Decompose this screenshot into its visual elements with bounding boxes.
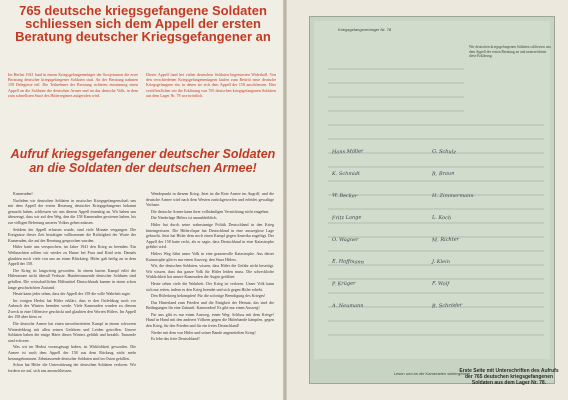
signature: H. Zimmermann xyxy=(432,193,474,199)
body-paragraph: Nieder mit dem von Hitler und seiner Bande angezettelten Krieg! xyxy=(151,329,256,335)
body-paragraph: Hitler hat durch seine wahnsinnige Politik Deutschland in den Krieg hineingerissen. Die Hitlerclique hat Deutschland in eine ausweglose Lage gebracht. Jetzt hat Hitler dem noch einen Kampf gegen Amerika zugefügt. Der Appell der 158 hatte recht, als er sagte, dass Deutschland in eine Katastrophe geführt wird. xyxy=(146,221,274,250)
signature: O. Wagner xyxy=(332,237,359,243)
body-column-left xyxy=(8,191,136,374)
signature-document-photo xyxy=(309,16,555,384)
body-paragraph: Heute kann jeder sehen, dass der Appell der 158 die volle Wahrheit sagte. xyxy=(13,291,131,297)
intro-paragraph: Im Herbst 1941 fand in einem Kriegsgefangenenlager der Sowjetunion die erste Beratung deutscher kriegsgefangener Soldaten statt. An der Beratung nahmen 158 Delegierte teil. Die Teilnehmer der Beratung richteten einstimmig einen Appell an die Soldaten der deutschen Armee und an das deutsche Volk, in dem zum schnellsten Sturz des Hitlerregimes aufgerufen wird. xyxy=(8,72,138,98)
signature: F. Wolf xyxy=(431,280,450,288)
document-paper xyxy=(314,21,550,359)
body-paragraph: Den Hitlerkrieg bekämpfen! Für die sofortige Beendigung des Krieges! xyxy=(151,293,266,299)
body-paragraph: Hitler hatte uns versprochen, im Jahre 1941 den Krieg zu beenden. Ein Weihnachten sollten wir wieder zu Hause bei Frau und Kind sein. Damals glaubten noch viele von uns an einen Blitzkrieg. Hitler gab heilig an in dem Appell der 158. xyxy=(8,244,136,267)
body-paragraph: Es lebe das freie Deutschland! xyxy=(151,336,200,342)
signature: Fritz Lange xyxy=(331,214,362,222)
signature: R. Braun xyxy=(431,170,455,178)
page-title: 765 deutsche kriegsgefangene Soldaten schliessen sich dem Appell der ersten Beratung deutscher Kriegsgefangener an xyxy=(15,3,271,44)
signature: W. Becker xyxy=(331,192,358,200)
body-paragraph: Schon hat Hitler die Unterstützung der deutschen Soldaten verloren. Wir fordern sie auf, sich uns anzuschliessen. xyxy=(8,362,136,373)
signature: E. Hoffmann xyxy=(331,258,365,266)
signature: J. Klein xyxy=(432,259,450,265)
left-page xyxy=(0,0,283,400)
body-paragraph: Der Krieg ist langwierig geworden. In einem harten Kampf erlitt die Hitlerarmee nicht überall Verluste. Hunderttausende deutscher Soldaten sind gefallen. Die wirtschaftlichen Hilfsmittel Deutschlands kamen in einen schon lange geschwächten Zustand. xyxy=(8,267,136,290)
body-paragraph: Wendepunkt in diesem Krieg. Jetzt ist die Rote Armee im Angriff, und die deutsche Armee wird nach dem Westen zurückgeworfen und erleidet gewaltige Verluste. xyxy=(146,191,274,208)
body-paragraph: Die Niederlage Hitlers ist unausbleiblich. xyxy=(151,215,218,221)
signature: L. Koch xyxy=(431,214,452,222)
body-column-right xyxy=(146,191,274,343)
signature: K. Schmidt xyxy=(332,171,360,177)
intro-paragraph: Dieser Appell fand bei vielen deutschen Soldaten begeisterten Widerhall. Von den verschiedenen Kriegsgefangenenlagern laufen zum Beitritt neue deutsche Kriegsgefangene ein, in denen sie sich dem Appell der 158 anschliessen. Hier veröffentlichen wir die Erklärung von 765 deutschen kriegsgefangenen Soldaten aus dem Lager Nr. 78 wortwörtlich. xyxy=(146,72,276,98)
signature: G. Schulz xyxy=(431,148,457,156)
body-paragraph: Im vorigen Herbst hat Hitler erklärt, dass er den Ostfeldzug noch vor Anbruch des Winters beenden werde. Viele Kameraden wurden zu diesem Zweck in eine Offensive geschickt und glaubten den Worten Hitlers. Im Appell der 158 aber hiess es: xyxy=(8,297,136,320)
document-header: Kriegsgefangenenlager Nr. 78 xyxy=(338,27,392,32)
body-paragraph: Die deutsche Armee hat einen unvorbereiteten Kampf in einem schweren Winterfeldzug mit allen seinen Gefahren und Leiden getroffen. Unsere Soldaten haben die eisige Härte dieses Winters gefühlt und bezahlt. Tausende sind erfroren. xyxy=(8,321,136,343)
body-paragraph: Was wir im Herbst vorausgesagt haben, ist Wirklichkeit geworden. Die Armee ist nach dem Appell der 158 aus dem Rückzug nicht mehr herausgekommen. Zehntausende deutscher Soldaten sind im Osten gefallen. xyxy=(8,344,136,361)
signature: B. Schröder xyxy=(431,302,463,310)
body-paragraph: Das Hinterland zum Frieden und die Einigkeit der Heimat, das sind die Bedingungen für eine Zukunft. Kameraden! Es gibt nur einen Ausweg! xyxy=(146,299,274,311)
ruled-lines xyxy=(314,21,550,351)
signature: Hans Möller xyxy=(331,148,364,156)
signature: P. Krüger xyxy=(331,280,356,288)
body-paragraph: Heute sehen viele die Wahrheit: Der Krieg ist verloren. Unser Volk kann sich nur retten, indem es den Krieg beendet und sich gegen Hitler erhebt. xyxy=(146,280,274,292)
document-note: Wir deutschen kriegsgefangenen Soldaten schliessen uns dem Appell der ersten Beratung an und unterzeichnen diese Erklärung. xyxy=(469,45,551,59)
signature: A. Neumann xyxy=(332,303,364,309)
body-paragraph: Kameraden! xyxy=(13,191,33,196)
photo-caption: Erste Seite mit Unterschriften des Aufrufs der 765 deutschen kriegsgefangenen Soldaten aus dem Lager Nr. 78. xyxy=(459,368,559,386)
signature: M. Richter xyxy=(431,236,460,244)
body-paragraph: Die deutsche Armee kann ihrer vollständigen Vernichtung nicht entgehen. xyxy=(151,208,270,214)
body-paragraph: Nachdem wir deutschen Soldaten in russischer Kriegsgefangenschaft uns mit dem Appell der ersten Beratung deutscher Kriegsgefangener bekannt gemacht haben, schliessen wir uns diesem Appell einmütig an. Wir haben uns überzeugt, dass wir auf den Weg, den die 158 Kameraden gewiesen haben, bis zur völligen Befreiung unseres Volkes gehen müssen. xyxy=(8,197,136,225)
body-paragraph: Hitlers Weg führt unser Volk in eine grauenvolle Katastrophe. Aus dieser Katastrophe gibt es nur einen Ausweg: den Sturz Hitlers. xyxy=(146,250,274,262)
appeal-headline: Aufruf kriegsgefangener deutscher Soldaten an die Soldaten der deutschen Armee! xyxy=(10,147,276,175)
body-paragraph: Für uns gibt es nur einen Ausweg, einen Weg: Schluss mit dem Kriege! Hand in Hand mit den anderen Völkern gegen die Hitlerbande kämpfen, gegen den Krieg, für den Frieden und für ein freies Deutschland! xyxy=(146,311,274,329)
document-footer: Lesen und an die Kameraden weitergeben! xyxy=(393,371,471,376)
right-page xyxy=(287,0,568,400)
body-paragraph: Wir, die deutschen Soldaten, wissen, dass Hitler die Gefahr nicht beseitigt. Wir wissen, dass das ganze Volk für Hitler leiden muss. Die schreckliche Wirklichkeit hat unsere Kameraden die Augen geöffnet. xyxy=(146,263,274,280)
body-paragraph: Seitdem der Appell erlassen wurde, sind viele Monate vergangen. Die Ereignisse dieser Zeit bestätigen vollkommen die Richtigkeit der Worte der Kameraden, die auf der Beratung gesprochen wurden. xyxy=(8,226,136,243)
